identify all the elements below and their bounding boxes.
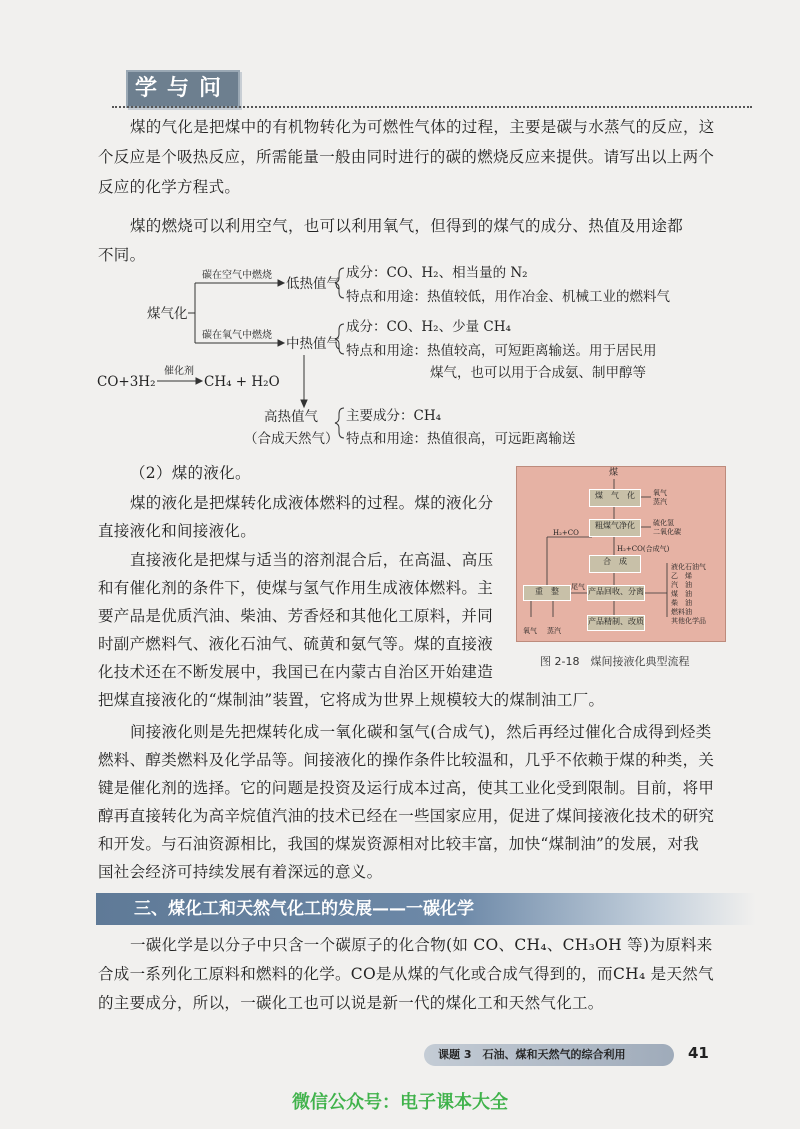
footer-lesson-title: 课题 3 石油、煤和天然气的综合利用: [438, 1048, 626, 1061]
fig-h2co-left: H₂+CO: [553, 529, 579, 537]
qa-line-3: 反应的化学方程式。: [98, 178, 241, 196]
fig-tail-gas: 尾气: [571, 583, 585, 591]
fig-product-2: 乙 烯: [671, 572, 692, 580]
mid-heat-gas: 中热值气: [286, 336, 340, 352]
mid-use-2: 煤气，也可以用于合成氨、制甲醇等: [430, 365, 646, 381]
liq-p3-line-4: 醇再直接转化为高辛烷值汽油的技术已经在一些国家应用，促进了煤间接液化技术的研究: [98, 807, 715, 825]
fig-purify: 粗煤气净化: [589, 519, 641, 537]
qa-line-1: 煤的气化是把煤中的有机物转化为可燃性气体的过程，主要是碳与水蒸气的反应，这: [130, 118, 715, 136]
liq-p1-line-1: 煤的液化是把煤转化成液体燃料的过程。煤的液化分: [130, 494, 494, 512]
fig-product-5: 柴 油: [671, 599, 692, 607]
liq-p3-line-2: 燃料、醇类燃料及化学品等。间接液化的操作条件比较温和，几乎不依赖于煤的种类，关: [98, 751, 715, 769]
low-composition: 成分：CO、H₂、相当量的 N₂: [346, 265, 528, 281]
liq-p3-line-5: 和开发。与石油资源相比，我国的煤炭资源相对比较丰富，加快“煤制油”的发展，对我: [98, 835, 700, 853]
high-alias: （合成天然气）: [244, 431, 339, 447]
branch-o2-label: 碳在氧气中燃烧: [202, 330, 272, 341]
branch-air-label: 碳在空气中燃烧: [202, 270, 272, 281]
low-use: 特点和用途：热值较低，用作冶金、机械工业的燃料气: [346, 289, 670, 305]
gasification-diagram-lines: [0, 0, 800, 460]
section-line-1: 一碳化学是以分子中只含一个碳原子的化合物(如 CO、CH₄、CH₃OH 等)为原料来: [130, 936, 713, 954]
liq-p3-line-3: 键是催化剂的选择。它的问题是投资及运行成本过高，使其工业化受到限制。目前，将甲: [98, 779, 715, 797]
fig-oxygen-bottom: 氧气: [523, 627, 537, 635]
reaction-right: CH₄ + H₂O: [204, 374, 280, 390]
liq-p2-line-3: 要产品是优质汽油、柴油、芳香烃和其他化工原料，并同: [98, 607, 494, 625]
reaction-catalyst: 催化剂: [164, 366, 194, 377]
intro-line-2: 不同。: [98, 246, 146, 264]
mid-use-1: 特点和用途：热值较高，可短距离输送。用于居民用: [346, 343, 657, 359]
liquefaction-heading: （2）煤的液化。: [130, 464, 251, 482]
fig-product-7: 其他化学品: [671, 617, 706, 625]
fig-recover: 产品回收、分离: [587, 585, 645, 601]
fig-h2co: H₂+CO(合成气): [617, 545, 670, 553]
section-title: 三、煤化工和天然气化工的发展——一碳化学: [134, 899, 474, 919]
fig-steam-bottom: 蒸汽: [547, 627, 561, 635]
high-heat-gas: 高热值气: [264, 409, 318, 425]
fig-coal: 煤: [609, 468, 619, 478]
section-line-2: 合成一系列化工原料和燃料的化学。CO是从煤的气化或合成气得到的，而CH₄ 是天然气: [98, 965, 714, 983]
section-line-3: 的主要成分，所以，一碳化工也可以说是新一代的煤化工和天然气化工。: [98, 994, 604, 1012]
fig-co2-out: 二氧化碳: [653, 528, 681, 536]
fig-product-6: 燃料油: [671, 608, 692, 616]
qa-line-2: 个反应是个吸热反应，所需能量一般由同时进行的碳的燃烧反应来提供。请写出以上两个: [98, 148, 715, 166]
liq-p2-line-4: 时副产燃料气、液化石油气、硫黄和氨气等。煤的直接液: [98, 635, 494, 653]
page-number: 41: [688, 1044, 709, 1062]
low-heat-gas: 低热值气: [286, 276, 340, 292]
liq-p1-line-2: 直接液化和间接液化。: [98, 522, 257, 540]
fig-h2s-out: 硫化氢: [653, 519, 674, 527]
diagram-root: 煤气化: [147, 306, 188, 322]
liquefaction-flow-figure: [516, 466, 726, 642]
fig-product-1: 液化石油气: [671, 563, 706, 571]
fig-product-4: 煤 油: [671, 590, 692, 598]
liq-p2-line-2: 和有催化剂的条件下，使煤与氢气作用生成液体燃料。主: [98, 579, 494, 597]
qa-box-title: 学与问: [126, 70, 240, 108]
liq-p2-line-6: 把煤直接液化的“煤制油”装置，它将成为世界上规模较大的煤制油工厂。: [98, 691, 605, 709]
liq-p2-line-5: 化技术还在不断发展中，我国已在内蒙古自治区开始建造: [98, 663, 494, 681]
liq-p3-line-1: 间接液化则是先把煤转化成一氧化碳和氢气(合成气)，然后再经过催化合成得到烃类: [130, 723, 712, 741]
figure-caption: 图 2-18 煤间接液化典型流程: [540, 655, 690, 668]
fig-reform: 重 整: [523, 585, 571, 601]
fig-gasify: 煤 气 化: [589, 489, 641, 507]
fig-refine: 产品精制、改质: [587, 615, 645, 631]
high-composition: 主要成分：CH₄: [346, 408, 442, 424]
liq-p3-line-6: 国社会经济可持续发展有着深远的意义。: [98, 863, 383, 881]
liq-p2-line-1: 直接液化是把煤与适当的溶剂混合后，在高温、高压: [130, 551, 494, 569]
fig-synth: 合 成: [589, 555, 641, 573]
mid-composition: 成分：CO、H₂、少量 CH₄: [346, 319, 511, 335]
high-use: 特点和用途：热值很高，可远距离输送: [346, 431, 576, 447]
reaction-left: CO+3H₂: [97, 374, 156, 390]
fig-product-3: 汽 油: [671, 581, 692, 589]
fig-oxygen-in: 氧气: [653, 489, 667, 497]
fig-steam-in: 蒸汽: [653, 498, 667, 506]
watermark: 微信公众号：电子课本大全: [292, 1092, 508, 1113]
intro-line-1: 煤的燃烧可以利用空气，也可以利用氧气，但得到的煤气的成分、热值及用途都: [130, 217, 684, 235]
